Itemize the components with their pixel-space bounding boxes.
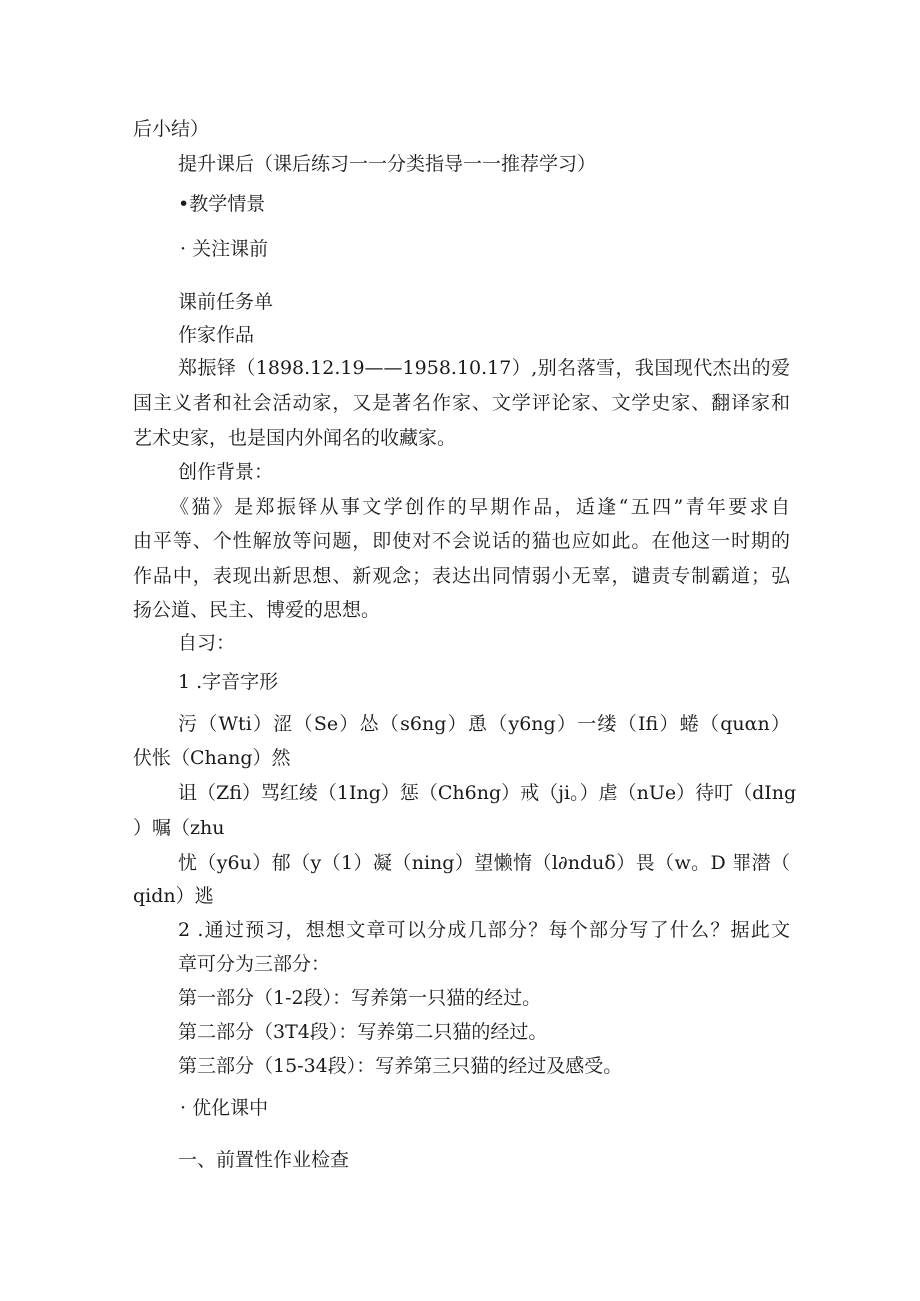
pinyin-line: 污（Wti）涩（Se）怂（s6ng）恿（y6ng）一缕（Ifi）蜷（quαn）: [178, 713, 790, 735]
paragraph-line: 扬公道、民主、博爱的思想。: [133, 599, 381, 621]
list-item: 1 .字音字形: [178, 671, 279, 693]
list-item: 章可分为三部分：: [178, 953, 331, 975]
paragraph-line: 由平等、个性解放等问题，即使对不会说话的猫也应如此。在他这一时期的: [133, 530, 790, 552]
pinyin-line: 忧（y6u）郁（y（1）凝（ning）望懒惰（l∂nduδ）畏（w。D 罪潜（: [178, 852, 790, 874]
subsection-heading: 课前任务单: [178, 291, 274, 313]
pinyin-line: 伏怅（Chang）然: [133, 747, 291, 769]
pinyin-line: qidn）逃: [133, 885, 214, 907]
section-heading: · 优化课中: [180, 1097, 269, 1119]
paragraph-line: 《猫》是郑振铎从事文学创作的早期作品，适逢“五四”青年要求自: [170, 496, 790, 518]
list-item: 第一部分（1-2段）：写养第一只猫的经过。: [178, 987, 542, 1009]
list-item: 第二部分（3T4段）：写养第二只猫的经过。: [178, 1021, 548, 1043]
subsection-heading: 作家作品: [178, 324, 255, 346]
pinyin-line: ）嘱（zhu: [133, 817, 225, 839]
subsection-heading: 自习：: [178, 632, 236, 654]
section-heading: · 关注课前: [180, 238, 269, 260]
subsection-heading: 创作背景：: [178, 461, 274, 483]
pinyin-line: 诅（Zfi）骂红绫（1Ing）惩（Ch6ng）戒（ji。）虐（nUe）待叮（dIng: [178, 782, 797, 804]
paragraph-line: 郑振铎（1898.12.19——1958.10.17）,别名落雪，我国现代杰出的爱: [178, 357, 790, 379]
text-line: 提升课后（课后练习一一分类指导一一推荐学习）: [178, 153, 597, 175]
text-line: 后小结）: [133, 118, 210, 140]
section-heading: 一、前置性作业检查: [178, 1149, 350, 1171]
list-item: 第三部分（15-34段）：写养第三只猫的经过及感受。: [178, 1055, 623, 1077]
section-heading: •教学情景: [178, 193, 266, 215]
list-item: 2 .通过预习，想想文章可以分成几部分？每个部分写了什么？据此文: [178, 919, 790, 941]
paragraph-line: 国主义者和社会活动家，又是著名作家、文学评论家、文学史家、翻译家和: [133, 392, 790, 414]
paragraph-line: 作品中，表现出新思想、新观念；表达出同情弱小无辜，谴责专制霸道；弘: [133, 565, 790, 587]
paragraph-line: 艺术史家，也是国内外闻名的收藏家。: [133, 427, 457, 449]
